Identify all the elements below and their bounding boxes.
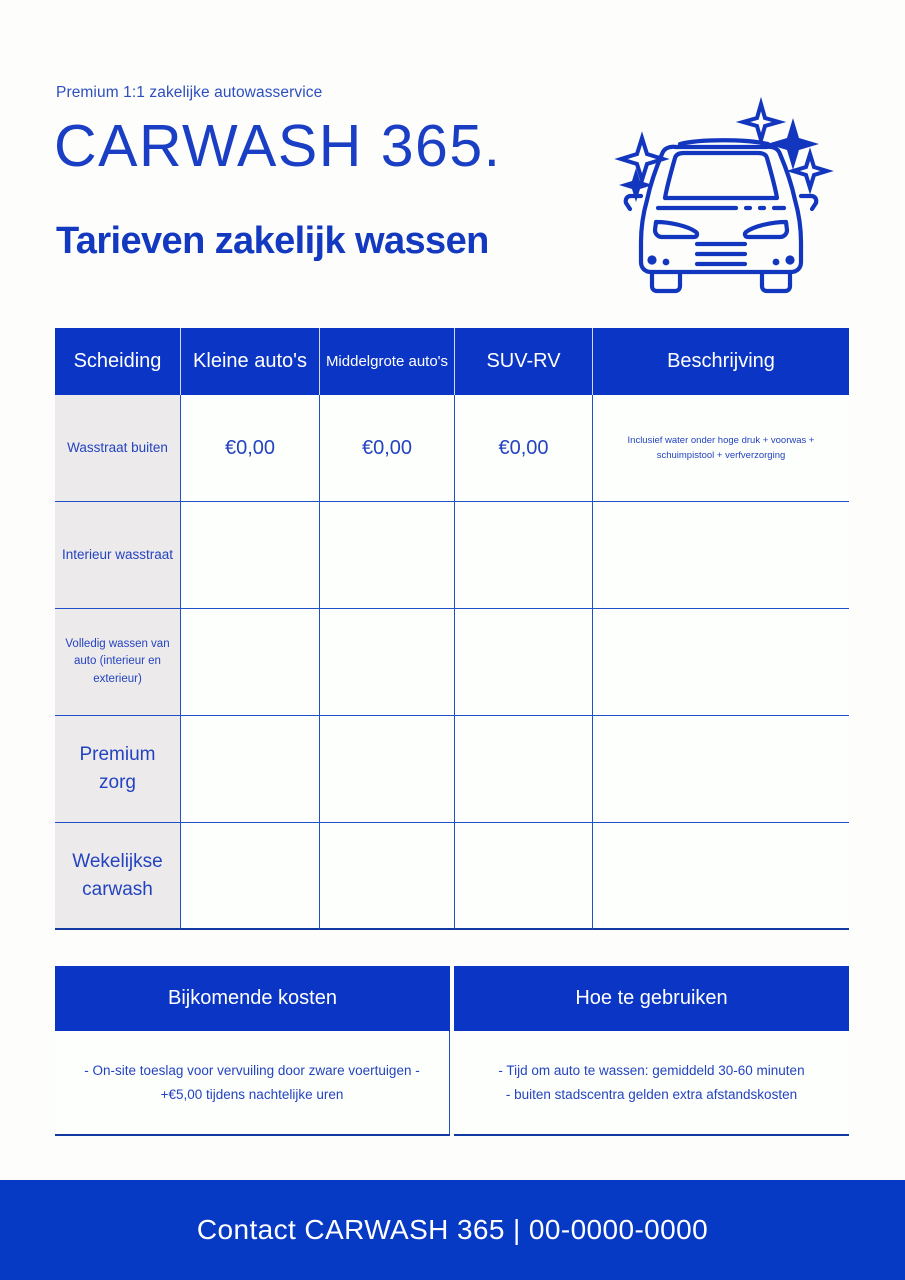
panel-hoe-te-gebruiken xyxy=(454,966,849,1136)
row-description xyxy=(593,716,849,823)
panel-line: +€5,00 tijdens nachtelijke uren xyxy=(160,1086,344,1102)
row-description xyxy=(593,502,849,609)
contact-text: Contact CARWASH 365 | 00-0000-0000 xyxy=(196,1214,709,1245)
panel-body xyxy=(454,1031,849,1136)
panel-line: - buiten stadscentra gelden extra afstandskosten xyxy=(505,1086,798,1102)
price-small-car[interactable]: €0,00 xyxy=(181,395,320,502)
price-suv[interactable]: €0,00 xyxy=(455,395,593,502)
panel-line: - On-site toeslag voor vervuiling door zware voertuigen - xyxy=(84,1062,420,1078)
table-row xyxy=(55,502,849,609)
brand-dot: . xyxy=(483,113,501,179)
table-row xyxy=(55,716,849,823)
price-medium-car[interactable] xyxy=(320,502,455,609)
info-panels xyxy=(55,966,849,1136)
column-header-kleine-autos: Kleine auto's xyxy=(181,328,320,395)
page-title: Tarieven zakelijk wassen xyxy=(56,220,489,262)
row-description xyxy=(593,823,849,930)
panel-title: Hoe te gebruiken xyxy=(454,966,849,1031)
table-row xyxy=(55,823,849,930)
footer-bar xyxy=(0,1180,905,1280)
price-medium-car[interactable]: €0,00 xyxy=(320,395,455,502)
price-suv[interactable] xyxy=(455,716,593,823)
table-row xyxy=(55,609,849,716)
row-label: Premium zorg xyxy=(55,716,181,823)
price-suv[interactable] xyxy=(455,823,593,930)
column-header-middelgrote-autos: Middelgrote auto's xyxy=(320,328,455,395)
car-front-sparkle-icon xyxy=(596,96,846,296)
price-suv[interactable] xyxy=(455,502,593,609)
price-small-car[interactable] xyxy=(181,716,320,823)
table-row xyxy=(55,395,849,502)
page-header xyxy=(0,0,905,300)
price-small-car[interactable] xyxy=(181,502,320,609)
row-description: Inclusief water onder hoge druk + voorwas + schuimpistool + verfverzorging xyxy=(593,395,849,502)
panel-title: Bijkomende kosten xyxy=(55,966,450,1031)
price-suv[interactable] xyxy=(455,609,593,716)
column-header-suv-rv: SUV-RV xyxy=(455,328,593,395)
panel-bijkomende-kosten xyxy=(55,966,450,1136)
price-table xyxy=(55,328,849,930)
row-label: Wekelijkse carwash xyxy=(55,823,181,930)
price-medium-car[interactable] xyxy=(320,609,455,716)
price-small-car[interactable] xyxy=(181,823,320,930)
row-label: Volledig wassen van auto (interieur en exterieur) xyxy=(55,609,181,716)
price-medium-car[interactable] xyxy=(320,716,455,823)
column-header-beschrijving: Beschrijving xyxy=(593,328,849,395)
panel-line: - Tijd om auto te wassen: gemiddeld 30-60 minuten xyxy=(498,1062,805,1078)
table-header-row xyxy=(55,328,849,395)
tagline: Premium 1:1 zakelijke autowasservice xyxy=(56,84,323,101)
row-description xyxy=(593,609,849,716)
row-label: Wasstraat buiten xyxy=(55,395,181,502)
brand-name: CARWASH 365 xyxy=(54,113,484,179)
row-label: Interieur wasstraat xyxy=(55,502,181,609)
column-header-scheiding: Scheiding xyxy=(55,328,181,395)
panel-body xyxy=(55,1031,450,1136)
price-medium-car[interactable] xyxy=(320,823,455,930)
price-small-car[interactable] xyxy=(181,609,320,716)
brand-title xyxy=(54,113,501,179)
